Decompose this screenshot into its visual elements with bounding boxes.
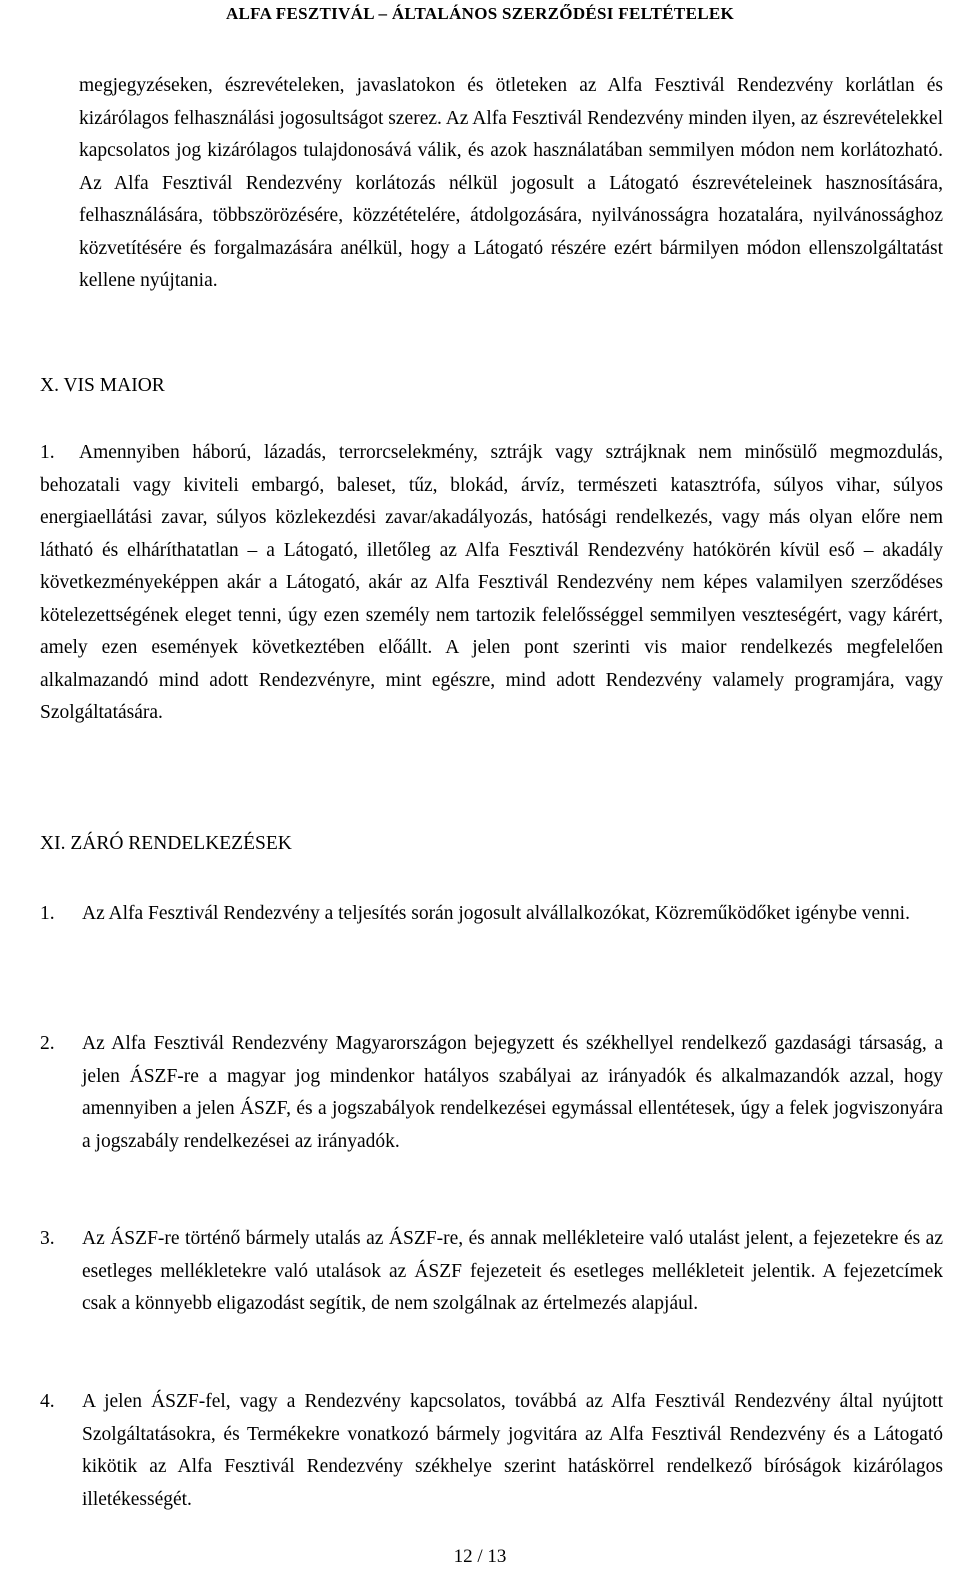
zaro-item-body: Az ÁSZF-re történő bármely utalás az ÁSZF-re, és annak mellékleteire való utalást jelent, a fejezetekre és az esetleges mellékletekre való utalások az ÁSZF fejezeteit és esetleges mellékleteit jelentik. A fejezetcímek csak a könnyebb eligazodást segítik, de nem szolgálnak az értelmezés alapjául. [82,1228,943,1314]
page-header: ALFA FESZTIVÁL – ÁLTALÁNOS SZERZŐDÉSI FELTÉTELEK [225,4,735,23]
vis-maior-item-body: Amennyiben háború, lázadás, terrorcselekmény, sztrájk vagy sztrájknak nem minősülő megmozdulás, behozatali vagy kiviteli embargó, baleset, tűz, blokád, árvíz, természeti katasztrófa, súlyos vihar, súlyos energiaellátási zavar, súlyos közlekezdési zavar/akadályozás, hatósági rendelkezés, vagy más olyan előre nem látható és elháríthatatlan – a Látogató, illetőleg az Alfa Fesztivál Rendezvény hatókörén kívül eső – akadály következményeképpen akár a Látogató, akár az Alfa Fesztivál Rendezvény nem képes valamilyen szerződéses kötelezettségének eleget tenni, úgy ezen személy nem tartozik felelősséggel semmilyen veszteségért, vagy kárért, amely ezen események következtében előállt. A jelen pont szerinti vis maior rendelkezés megfelelően alkalmazandó mind adott Rendezvényre, mint egészre, mind adott Rendezvény valamely programjára, vagy Szolgáltatására. [40,442,943,723]
vis-maior-item-text [40,437,943,730]
zaro-item-text [40,1223,943,1321]
zaro-item-body: Az Alfa Fesztivál Rendezvény Magyarországon bejegyzett és székhellyel rendelkező gazdasági társaság, a jelen ÁSZF-re a magyar jog mindenkor hatályos szabályai az irányadók és alkalmazandók azzal, hogy amennyiben a jelen ÁSZF, és a jogszabályok rendelkezései egymással ellentétesek, úgy a felek jogviszonyára a jogszabály rendelkezései az irányadók. [82,1033,943,1152]
zaro-item-text [40,1386,943,1516]
zaro-item-body: A jelen ÁSZF-fel, vagy a Rendezvény kapcsolatos, továbbá az Alfa Fesztivál Rendezvény által nyújtott Szolgáltatásokra, és Termékekre vonatkozó bármely jogvitára az Alfa Fesztivál Rendezvény és a Látogató kikötik az Alfa Fesztivál Rendezvény székhelye szerint hatáskörrel rendelkező bíróságok kizárólagos illetékességét. [82,1391,943,1510]
zaro-item-number: 1. [40,903,55,924]
zaro-item-number: 3. [40,1228,55,1249]
intro-paragraph: megjegyzéseken, észrevételeken, javaslatokon és ötleteken az Alfa Fesztivál Rendezvény korlátlan és kizárólagos felhasználási jogosultságot szerez. Az Alfa Fesztivál Rendezvény minden ilyen, az észrevételekkel kapcsolatos jog kizárólagos tulajdonosává válik, és azok használatában semmilyen módon nem korlátozható. Az Alfa Fesztivál Rendezvény korlátozás nélkül jogosult a Látogató észrevételeinek hasznosítására, felhasználására, többszörözésére, közzétételére, átdolgozására, nyilvánosságra hozatalára, nyilvánossághoz közvetítésére és forgalmazására anélkül, hogy a Látogató részére ezért bármilyen módon ellenszolgáltatást kellene nyújtania. [79,75,943,291]
zaro-item-text [40,1028,943,1158]
section-heading-zaro-rendelkezesek: XI. ZÁRÓ RENDELKEZÉSEK [40,833,292,854]
vis-maior-item-number: 1. [40,442,55,463]
section-heading-vis-maior: X. VIS MAIOR [40,375,165,396]
zaro-item-text [40,898,943,931]
vis-maior-item-1 [40,437,943,730]
zaro-item-number: 4. [40,1391,55,1412]
zaro-item-number: 2. [40,1033,55,1054]
zaro-item-body: Az Alfa Fesztivál Rendezvény a teljesítés során jogosult alvállalkozókat, Közreműködőket igénybe venni. [82,903,910,924]
page-number: 12 / 13 [453,1546,507,1567]
